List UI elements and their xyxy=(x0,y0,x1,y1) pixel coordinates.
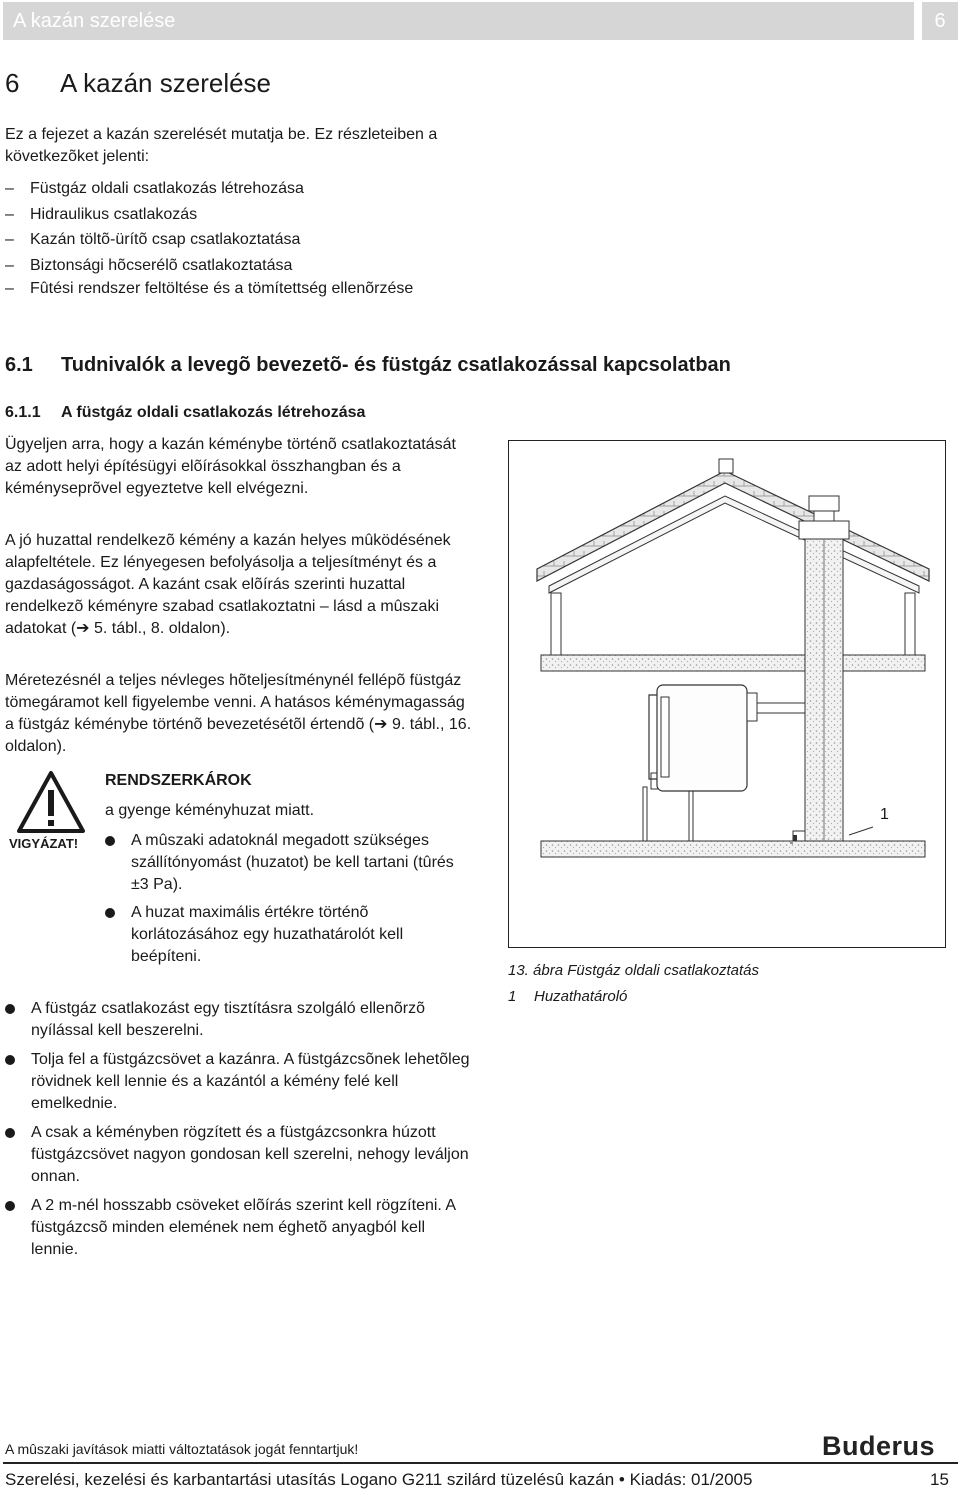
list-item: – Hidraulikus csatlakozás xyxy=(5,205,198,223)
intro-paragraph: Ez a fejezet a kazán szerelését mutatja be. Ez részleteiben a következõket jelenti: xyxy=(5,126,438,165)
section-number: 6.1 xyxy=(5,354,33,376)
boiler-chimney-illustration xyxy=(509,441,947,949)
list-item: A mûszaki adatoknál megadott szükséges szállítónyomást (huzatot) be kell tartani (tûrés ±3 Pa). xyxy=(105,830,475,896)
bullet-icon xyxy=(5,1201,15,1211)
footer-document-title: Szerelési, kezelési és karbantartási utasítás Logano G211 szilárd tüzelésû kazán • Kiadás: 01/2005 xyxy=(5,1470,753,1489)
warning-title: RENDSZERKÁROK xyxy=(105,772,252,789)
list-item: Tolja fel a füstgázcsövet a kazánra. A füstgázcsõnek lehetõleg rövidnek kell lennie és a kazántól a kémény felé kell emelkednie. xyxy=(5,1049,475,1115)
warning-triangle-icon xyxy=(16,770,86,834)
header-title: A kazán szerelése xyxy=(13,10,176,32)
subsection-number: 6.1.1 xyxy=(5,404,41,421)
figure-frame xyxy=(508,440,946,948)
page-number: 15 xyxy=(930,1470,949,1489)
bullet-icon xyxy=(105,836,115,846)
list-item: A füstgáz csatlakozást egy tisztításra szolgáló ellenõrzõ nyílással kell beszerelni. xyxy=(5,998,475,1042)
list-item: A 2 m-nél hosszabb csöveket elõírás szerint kell rögzíteni. A füstgázcsõ minden elemének nem éghetõ anyagból kell lennie. xyxy=(5,1195,475,1261)
list-item: – Kazán töltõ-ürítõ csap csatlakoztatása xyxy=(5,231,301,248)
figure-legend-key: 1 xyxy=(508,988,517,1005)
list-item: – Biztonsági hõcserélõ csatlakoztatása xyxy=(5,256,293,274)
figure-legend-item xyxy=(508,988,627,1005)
brand-logo: Buderus xyxy=(822,1431,936,1461)
header-chapter-box xyxy=(922,2,958,40)
figure-caption xyxy=(508,962,759,979)
chapter-contents-list xyxy=(5,176,445,300)
bullet-icon xyxy=(5,1128,15,1138)
figure-caption-text: Füstgáz oldali csatlakoztatás xyxy=(567,962,759,979)
body-paragraph: Méretezésnél a teljes névleges hõteljesítménynél fellépõ füstgáz tömegáramot kell figyelembe venni. A hatásos kéménymagasság a füstgáz kéménybe történõ bevezetésétõl értendõ (➔ 9. tábl., 16. oldalon). xyxy=(5,672,472,755)
footer-note: A mûszaki javítások miatti változtatások jogát fenntartjuk! xyxy=(5,1441,359,1457)
list-item: A huzat maximális értékre történõ korlátozásához egy huzathatárolót kell beépíteni. xyxy=(105,902,475,968)
chapter-title: A kazán szerelése xyxy=(60,68,272,98)
header-bar xyxy=(3,2,914,40)
figure-legend-text: Huzathatároló xyxy=(534,988,628,1005)
chapter-number: 6 xyxy=(5,68,20,98)
warning-bullet-list xyxy=(105,830,475,974)
body-paragraph: A jó huzattal rendelkezõ kémény a kazán helyes mûködésének alapfeltétele. Ez lényegesen befolyásolja a teljesítményt és a gazdaságosságot. A kazánt csak elõírás szerinti huzattal rendelkezõ kéményre szabad csatlakoztatni – lásd a mûszaki adatokat (➔ 5. tábl., 8. oldalon). xyxy=(5,532,451,637)
chapter-heading xyxy=(5,68,271,99)
list-item: – Füstgáz oldali csatlakozás létrehozása xyxy=(5,180,304,197)
section-title: Tudnivalók a levegõ bevezetõ- és füstgáz csatlakozással kapcsolatban xyxy=(61,354,731,376)
list-item: A csak a kéményben rögzített és a füstgázcsonkra húzott füstgázcsövet nagyon gondosan kell szerelni, nehogy leváljon onnan. xyxy=(5,1122,475,1188)
section-heading xyxy=(5,354,731,377)
header-chapter-number: 6 xyxy=(934,10,946,32)
instruction-bullet-list xyxy=(5,998,475,1268)
body-paragraph: Ügyeljen arra, hogy a kazán kéménybe történõ csatlakoztatását az adott helyi építésügyi elõírásokkal összhangban és a kéményseprõvel egyeztetve kell elvégezni. xyxy=(5,436,456,497)
figure-caption-number: 13. ábra xyxy=(508,962,564,979)
list-item: – Fûtési rendszer feltöltése és a tömítettség ellenõrzése xyxy=(5,280,414,297)
bullet-icon xyxy=(105,908,115,918)
subsection-heading xyxy=(5,404,365,422)
footer-divider xyxy=(3,1462,958,1464)
subsection-title: A füstgáz oldali csatlakozás létrehozása xyxy=(61,404,366,421)
warning-label: VIGYÁZAT! xyxy=(9,836,79,851)
figure-callout-number: 1 xyxy=(880,806,889,823)
bullet-icon xyxy=(5,1004,15,1014)
bullet-icon xyxy=(5,1055,15,1065)
warning-subtitle: a gyenge kéményhuzat miatt. xyxy=(105,802,315,819)
